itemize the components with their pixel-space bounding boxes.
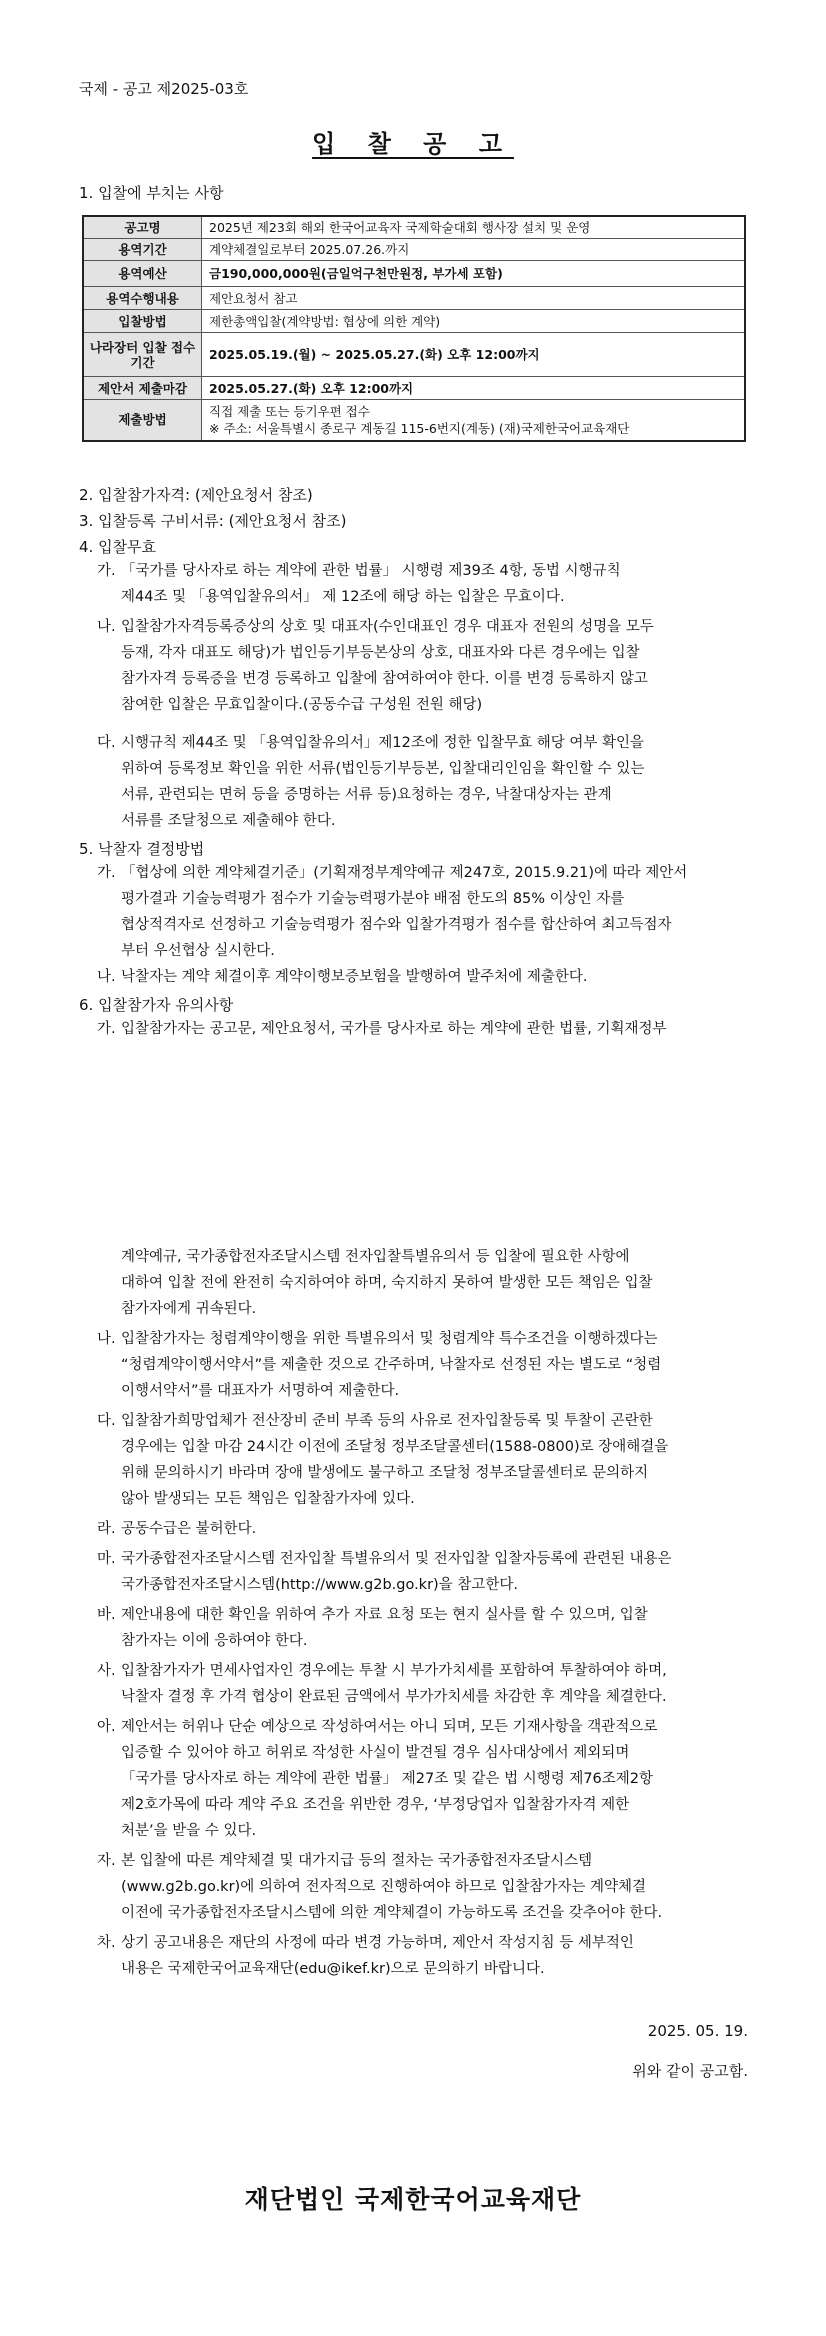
item-text: 제안서는 허위나 단순 예상으로 작성하여서는 아니 되며, 모든 기재사항을 객관적으로 <box>121 1719 658 1735</box>
item-marker: 자. <box>97 1853 116 1869</box>
item-marker: 나. <box>97 619 116 635</box>
section-heading-2: 2. 입찰참가자격: (제안요청서 참조) <box>79 486 313 504</box>
table-label: 입찰방법 <box>83 310 202 333</box>
item-text: 참가자에게 귀속된다. <box>121 1301 257 1317</box>
submission-method: 직접 제출 또는 등기우편 접수 <box>209 403 370 419</box>
item-text: 참여한 입찰은 무효입찰이다.(공동수급 구성원 전원 해당) <box>121 697 483 713</box>
item-marker: 가. <box>97 563 116 579</box>
table-label: 나라장터 입찰 접수 기간 <box>83 333 202 377</box>
document-number: 국제 - 공고 제2025-03호 <box>79 80 249 98</box>
item-marker: 가. <box>97 865 116 881</box>
table-row <box>83 216 745 239</box>
item-text: 공동수급은 불허한다. <box>121 1521 257 1537</box>
item-text: 계약예규, 국가종합전자조달시스템 전자입찰특별유의서 등 입찰에 필요한 사항에 <box>121 1249 630 1265</box>
table-row <box>83 287 745 310</box>
item-text: 참가자는 이에 응하여야 한다. <box>121 1633 308 1649</box>
item-text: 낙찰자는 계약 체결이후 계약이행보증보험을 발행하여 발주처에 제출한다. <box>121 969 588 985</box>
section-heading-6: 6. 입찰참가자 유의사항 <box>79 996 234 1014</box>
item-text: 입찰참가자가 면세사업자인 경우에는 투찰 시 부가가치세를 포함하여 투찰하여야 하며, <box>121 1663 667 1679</box>
list-item <box>97 1848 748 1875</box>
item-text: 입찰참가자는 청렴계약이행을 위한 특별유의서 및 청렴계약 특수조건을 이행하겠다는 <box>121 1331 658 1347</box>
list-item <box>97 1546 748 1573</box>
list-item <box>97 1658 748 1685</box>
item-marker: 마. <box>97 1551 116 1567</box>
item-marker: 다. <box>97 735 116 751</box>
item-text: 참가자격 등록증을 변경 등록하고 입찰에 참여하여야 한다. 이를 변경 등록하지 않고 <box>121 671 648 687</box>
item-text: 위해 문의하시기 바라며 장애 발생에도 불구하고 조달청 정부조달콜센터로 문의하지 <box>121 1465 649 1481</box>
section-heading-5: 5. 낙찰자 결정방법 <box>79 840 205 858</box>
item-text: 입찰참가자는 공고문, 제안요청서, 국가를 당사자로 하는 계약에 관한 법률, 기획재정부 <box>121 1021 667 1037</box>
organization-name: 재단법인 국제한국어교육재단 <box>244 2185 582 2214</box>
table-row <box>83 239 745 261</box>
table-value: 2025.05.27.(화) 오후 12:00까지 <box>202 377 746 400</box>
table-label: 용역수행내용 <box>83 287 202 310</box>
item-text: 대하여 입찰 전에 완전히 숙지하여야 하며, 숙지하지 못하여 발생한 모든 책임은 입찰 <box>121 1275 653 1291</box>
submission-address: ※ 주소: 서울특별시 종로구 계동길 115-6번지(계동) (재)국제한국어교육재단 <box>209 420 630 436</box>
item-text: 국가종합전자조달시스템(http://www.g2b.go.kr)을 참고한다. <box>121 1577 518 1593</box>
item-text: 않아 발생되는 모든 책임은 입찰참가자에 있다. <box>121 1491 415 1507</box>
table-row <box>83 377 745 400</box>
announcement-notice: 위와 같이 공고함. <box>632 2062 748 2080</box>
list-item <box>97 964 748 991</box>
item-marker: 다. <box>97 1413 116 1429</box>
table-row <box>83 333 745 377</box>
bid-info-table <box>82 215 746 442</box>
item-text: 경우에는 입찰 마감 24시간 이전에 조달청 정부조달콜센터(1588-0800)로 장애해결을 <box>121 1439 669 1455</box>
item-text: 처분’을 받을 수 있다. <box>121 1823 257 1839</box>
item-marker: 나. <box>97 1331 116 1347</box>
item-text: 낙찰자 결정 후 가격 협상이 완료된 금액에서 부가가치세를 차감한 후 계약을 체결한다. <box>121 1689 667 1705</box>
table-row <box>83 400 745 441</box>
item-marker: 차. <box>97 1935 116 1951</box>
page-title: 입 찰 공 고 <box>312 130 514 158</box>
list-item <box>97 1326 748 1353</box>
table-label: 용역예산 <box>83 261 202 287</box>
item-text: 제2호가목에 따라 계약 주요 조건을 위반한 경우, ‘부정당업자 입찰참가자격 제한 <box>121 1797 630 1813</box>
table-label: 용역기간 <box>83 239 202 261</box>
table-value: 2025년 제23회 해외 한국어교육자 국제학술대회 행사장 설치 및 운영 <box>202 216 746 239</box>
list-item <box>97 614 748 641</box>
item-marker: 아. <box>97 1719 116 1735</box>
list-item <box>97 1714 748 1741</box>
item-text: 제안내용에 대한 확인을 위하여 추가 자료 요청 또는 현지 실사를 할 수 있으며, 입찰 <box>121 1607 648 1623</box>
table-value: 계약체결일로부터 2025.07.26.까지 <box>202 239 746 261</box>
item-text: 위하여 등록정보 확인을 위한 서류(법인등기부등본, 입찰대리인임을 확인할 수 있는 <box>121 761 645 777</box>
item-marker: 바. <box>97 1607 116 1623</box>
list-item <box>97 1930 748 1957</box>
item-marker: 가. <box>97 1021 116 1037</box>
item-marker: 사. <box>97 1663 116 1679</box>
item-marker: 라. <box>97 1521 116 1537</box>
item-text: 「국가를 당사자로 하는 계약에 관한 법률」 시행령 제39조 4항, 동법 시행규칙 <box>121 563 621 579</box>
table-value: 제안요청서 참고 <box>202 287 746 310</box>
item-text: 입증할 수 있어야 하고 허위로 작성한 사실이 발견될 경우 심사대상에서 제외되며 <box>121 1745 630 1761</box>
list-item <box>97 558 748 585</box>
item-text: “청렴계약이행서약서”를 제출한 것으로 간주하며, 낙찰자로 선정된 자는 별도로 “청렴 <box>121 1357 662 1373</box>
item-text: 협상적격자로 선정하고 기술능력평가 점수와 입찰가격평가 점수를 합산하여 최고득점자 <box>121 917 672 933</box>
item-text: 「협상에 의한 계약체결기준」(기획재정부계약예규 제247호, 2015.9.21)에 따라 제안서 <box>121 865 688 881</box>
item-text: 이전에 국가종합전자조달시스템에 의한 계약체결이 가능하도록 조건을 갖추어야 한다. <box>121 1905 663 1921</box>
table-row <box>83 310 745 333</box>
item-text: (www.g2b.go.kr)에 의하여 전자적으로 진행하여야 하므로 입찰참가자는 계약체결 <box>121 1879 647 1895</box>
item-text: 입찰참가자격등록증상의 상호 및 대표자(수인대표인 경우 대표자 전원의 성명을 모두 <box>121 619 654 635</box>
list-item <box>97 1602 748 1629</box>
list-item <box>97 1016 748 1043</box>
section-heading-1: 1. 입찰에 부치는 사항 <box>79 184 224 202</box>
item-text: 내용은 국제한국어교육재단(edu@ikef.kr)으로 문의하기 바랍니다. <box>121 1961 545 1977</box>
item-text: 서류를 조달청으로 제출해야 한다. <box>121 813 336 829</box>
list-item <box>97 730 748 757</box>
section-heading-4: 4. 입찰무효 <box>79 538 157 556</box>
item-marker: 나. <box>97 969 116 985</box>
table-label: 제출방법 <box>83 400 202 441</box>
table-value: 2025.05.19.(월) ~ 2025.05.27.(화) 오후 12:00까지 <box>202 333 746 377</box>
item-text: 국가종합전자조달시스템 전자입찰 특별유의서 및 전자입찰 입찰자등록에 관련된 내용은 <box>121 1551 672 1567</box>
item-text: 본 입찰에 따른 계약체결 및 대가지급 등의 절차는 국가종합전자조달시스템 <box>121 1853 593 1869</box>
list-item <box>97 1516 748 1543</box>
table-value <box>202 400 746 441</box>
table-value: 금190,000,000원(금일억구천만원정, 부가세 포함) <box>202 261 746 287</box>
item-text: 부터 우선협상 실시한다. <box>121 943 275 959</box>
item-text: 입찰참가희망업체가 전산장비 준비 부족 등의 사유로 전자입찰등록 및 투찰이 곤란한 <box>121 1413 653 1429</box>
item-text: 시행규칙 제44조 및 「용역입찰유의서」제12조에 정한 입찰무효 해당 여부 확인을 <box>121 735 644 751</box>
table-label: 공고명 <box>83 216 202 239</box>
item-text: 이행서약서”를 대표자가 서명하여 제출한다. <box>121 1383 400 1399</box>
list-item <box>97 1408 748 1435</box>
list-item <box>97 860 748 887</box>
table-row <box>83 261 745 287</box>
item-text: 등재, 각자 대표도 해당)가 법인등기부등본상의 상호, 대표자와 다른 경우에는 입찰 <box>121 645 640 661</box>
table-label: 제안서 제출마감 <box>83 377 202 400</box>
item-text: 제44조 및 「용역입찰유의서」 제 12조에 해당 하는 입찰은 무효이다. <box>121 589 565 605</box>
item-text: 상기 공고내용은 재단의 사정에 따라 변경 가능하며, 제안서 작성지침 등 세부적인 <box>121 1935 634 1951</box>
item-text: 「국가를 당사자로 하는 계약에 관한 법률」 제27조 및 같은 법 시행령 제76조제2항 <box>121 1771 654 1787</box>
announcement-date: 2025. 05. 19. <box>647 2022 748 2040</box>
section-heading-3: 3. 입찰등록 구비서류: (제안요청서 참조) <box>79 512 347 530</box>
item-text: 서류, 관련되는 면허 등을 증명하는 서류 등)요청하는 경우, 낙찰대상자는 관계 <box>121 787 612 803</box>
item-text: 평가결과 기술능력평가 점수가 기술능력평가분야 배점 한도의 85% 이상인 자를 <box>121 891 625 907</box>
table-value: 제한총액입찰(계약방법: 협상에 의한 계약) <box>202 310 746 333</box>
